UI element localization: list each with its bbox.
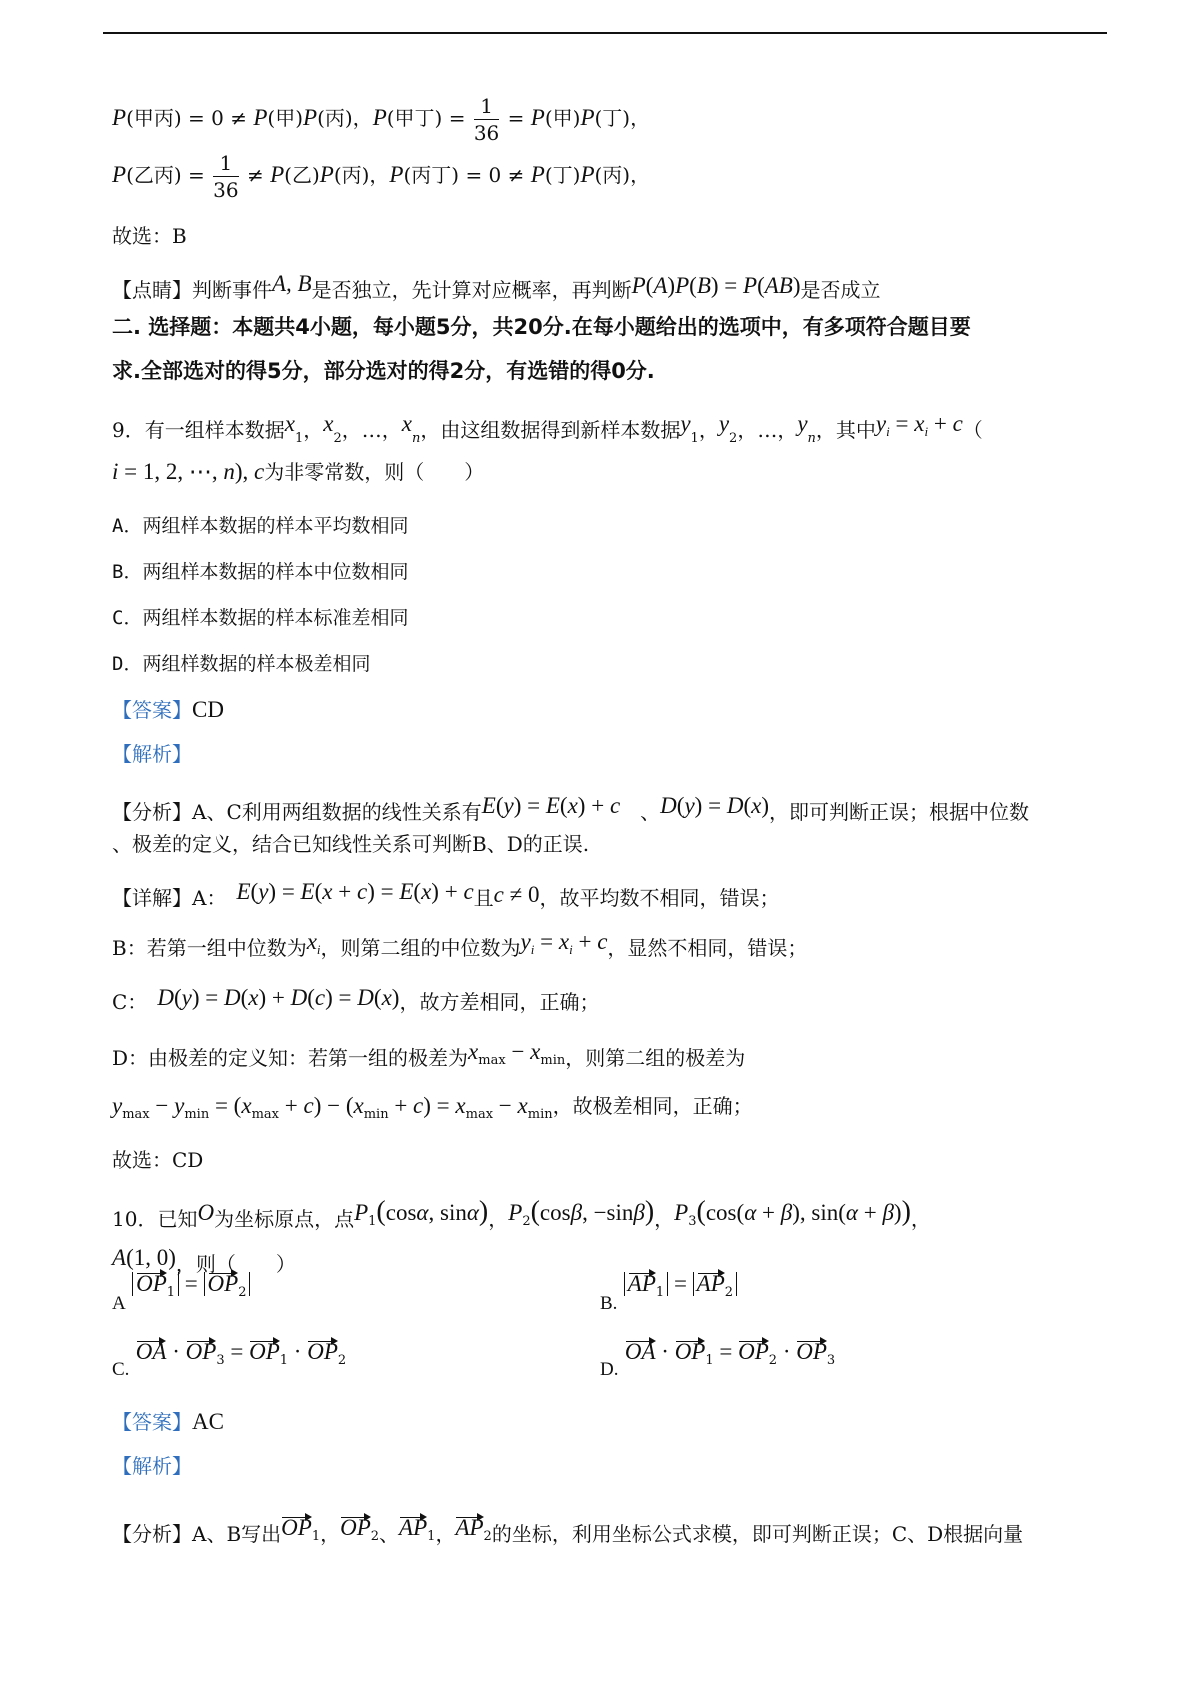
- q9-fenxi-2: 、极差的定义，结合已知线性关系可判断B、D的正误.: [112, 832, 590, 856]
- q10-stem-1: 10．已知O为坐标原点，点$P_1(\cos\alpha$, sinα)，$P_2(\cos\beta$, −sinβ)，$P_3(\cos(\alpha + \beta)$, sin(α + β))，: [112, 1196, 931, 1231]
- q9-stem-c: ，其中: [815, 418, 876, 442]
- prob-line-2: P(乙丙) = $\frac{1}{36}$ ≠ P(乙)P(丙)，P(丙丁) = 0 ≠ P(丁)P(丙)，: [112, 151, 651, 202]
- q9-fenxi-a: A、C利用两组数据的线性关系有: [192, 800, 482, 824]
- q9-option-b[interactable]: B．两组样本数据的样本中位数相同: [112, 561, 409, 583]
- q9-xj-c2: ，故方差相同，正确；: [399, 990, 600, 1014]
- q10-fenxi-a: A、B写出: [192, 1522, 282, 1546]
- q9-xiangjie-d: D：由极差的定义知：若第一组的极差为$x_{max} - x_{min}$，则第二组的极差为: [112, 1039, 746, 1070]
- q9-xiangjie-c: C： D(y) = D(x) + D(c) = D(x)，故方差相同，正确；: [112, 985, 600, 1014]
- q10-option-b[interactable]: B. $AP_1 = AP_2$: [600, 1288, 737, 1325]
- q10-option-c-label: C.: [112, 1359, 130, 1380]
- q10-fenxi-b: 的坐标，利用坐标公式求模，即可判断正误；C、D根据向量: [491, 1522, 1024, 1546]
- q10-stem-c: ，则（ ）: [175, 1252, 296, 1276]
- q9-xj-a2: 且: [473, 886, 494, 910]
- dianjing-text-b: 是否独立，先计算对应概率，再判断: [311, 278, 632, 302]
- q10-jiexi: 【解析】: [112, 1454, 192, 1478]
- q9-stem-2: i = 1, 2, ⋯, n), c为非零常数，则（ ）: [112, 459, 485, 484]
- q10-stem-b: 为坐标原点，点: [214, 1207, 355, 1231]
- q9-xj-d1: D：由极差的定义知：若第一组的极差为: [112, 1046, 469, 1070]
- q9-answer-label: 【答案】: [112, 698, 192, 722]
- q9-xj-a3: ，故平均数不相同，错误；: [539, 886, 780, 910]
- q9-fenxi-1: 【分析】A、C利用两组数据的线性关系有E(y) = E(x) + c 、D(y) = D(x)，即可判断正误；根据中位数: [112, 793, 1029, 824]
- q10-option-a[interactable]: A $OP_1 = OP_2$: [112, 1288, 250, 1325]
- q10-answer: [112, 1408, 224, 1436]
- q9-stem-d: 为非零常数，则（ ）: [264, 460, 485, 484]
- q10-answer-value: AC: [192, 1409, 224, 1434]
- q9-choose: 故选：CD: [112, 1148, 204, 1172]
- q9-xj-a1: A：: [192, 886, 217, 910]
- q10-answer-label: 【答案】: [112, 1410, 192, 1434]
- q9-xiangjie-a: 【详解】A： E(y) = E(x + c) = E(x) + c且c ≠ 0，故平均数不相同，错误；: [112, 879, 780, 910]
- q9-stem-b: ，由这组数据得到新样本数据: [420, 418, 681, 442]
- q9-xj-b1: B：若第一组中位数为: [112, 936, 307, 960]
- dianjing-label: 【点睛】: [112, 278, 192, 302]
- q9-option-d[interactable]: D．两组样数据的样本极差相同: [112, 653, 371, 675]
- q10-option-c[interactable]: C. OA · $OP_3 = OP_1 \cdot OP_2$: [112, 1339, 347, 1380]
- dianjing-text-a: 判断事件: [192, 278, 272, 302]
- q10-option-d-label: D.: [600, 1359, 619, 1380]
- q9-option-c[interactable]: C．两组样本数据的样本标准差相同: [112, 607, 409, 629]
- q10-stem-a: 10．已知: [112, 1207, 198, 1231]
- q9-xj-d3: ，故极差相同，正确；: [552, 1094, 753, 1118]
- q9-xiangjie-label: 【详解】: [112, 886, 192, 910]
- dianjing-line: 【点睛】判断事件A, B是否独立，先计算对应概率，再判断P(A)P(B) = P(AB)是否成立: [112, 271, 881, 302]
- dianjing-text-c: 是否成立: [800, 278, 881, 302]
- q9-fenxi-b: ，即可判断正误；根据中位数: [769, 800, 1029, 824]
- q9-answer: [112, 696, 224, 724]
- section-header-1: 二. 选择题：本题共4小题，每小题5分，共20分.在每小题给出的选项中，有多项符合题目要: [112, 315, 971, 339]
- q9-xiangjie-d2: $y_{max} - y_{min} = (x_{max} + c) - (x_{min} + c) = x_{max} - x_{min}$，故极差相同，正确；: [112, 1093, 753, 1122]
- q10-fenxi: 【分析】A、B写出$OP_1$，$OP_2$、$AP_1$，$AP_2$的坐标，利用坐标公式求模，即可判断正误；C、D根据向量: [112, 1515, 1024, 1546]
- q9-option-a[interactable]: A．两组样本数据的样本平均数相同: [112, 515, 409, 537]
- q9-jiexi: 【解析】: [112, 742, 192, 766]
- choose-b: 故选：B: [112, 224, 187, 248]
- q9-stem-a: 9．有一组样本数据: [112, 418, 285, 442]
- q10-option-a-label: A: [112, 1293, 126, 1314]
- q10-stem-2: A(1, 0)，则（ ）: [112, 1245, 296, 1276]
- q9-stem-1: 9．有一组样本数据$x_1$，$x_2$，…，$x_n$，由这组数据得到新样本数据$y_1$，$y_2$，…，$y_n$，其中$y_i = x_i + c$（: [112, 411, 983, 446]
- q9-xj-b3: ，显然不相同，错误；: [607, 936, 808, 960]
- section-header-2: 求.全部选对的得5分，部分选对的得2分，有选错的得0分.: [112, 359, 655, 383]
- q10-option-b-label: B.: [600, 1293, 618, 1314]
- q9-xj-d2: ，则第二组的极差为: [565, 1046, 746, 1070]
- q9-xiangjie-b: B：若第一组中位数为$x_i$，则第二组的中位数为$y_i = x_i + c$，显然不相同，错误；: [112, 929, 808, 960]
- q9-answer-value: CD: [192, 697, 224, 722]
- q9-xj-c1: C：: [112, 990, 138, 1014]
- q10-option-d[interactable]: D. OA · $OP_1 = OP_2 \cdot OP_3$: [600, 1339, 836, 1380]
- q10-fenxi-label: 【分析】: [112, 1522, 192, 1546]
- q9-fenxi-label: 【分析】: [112, 800, 192, 824]
- top-rule: [103, 32, 1107, 34]
- q9-xj-b2: ，则第二组的中位数为: [320, 936, 521, 960]
- prob-line-1: P(甲丙) = 0 ≠ P(甲)P(丙)，P(甲丁) = $\frac{1}{36}$ = P(甲)P(丁)，: [112, 94, 651, 145]
